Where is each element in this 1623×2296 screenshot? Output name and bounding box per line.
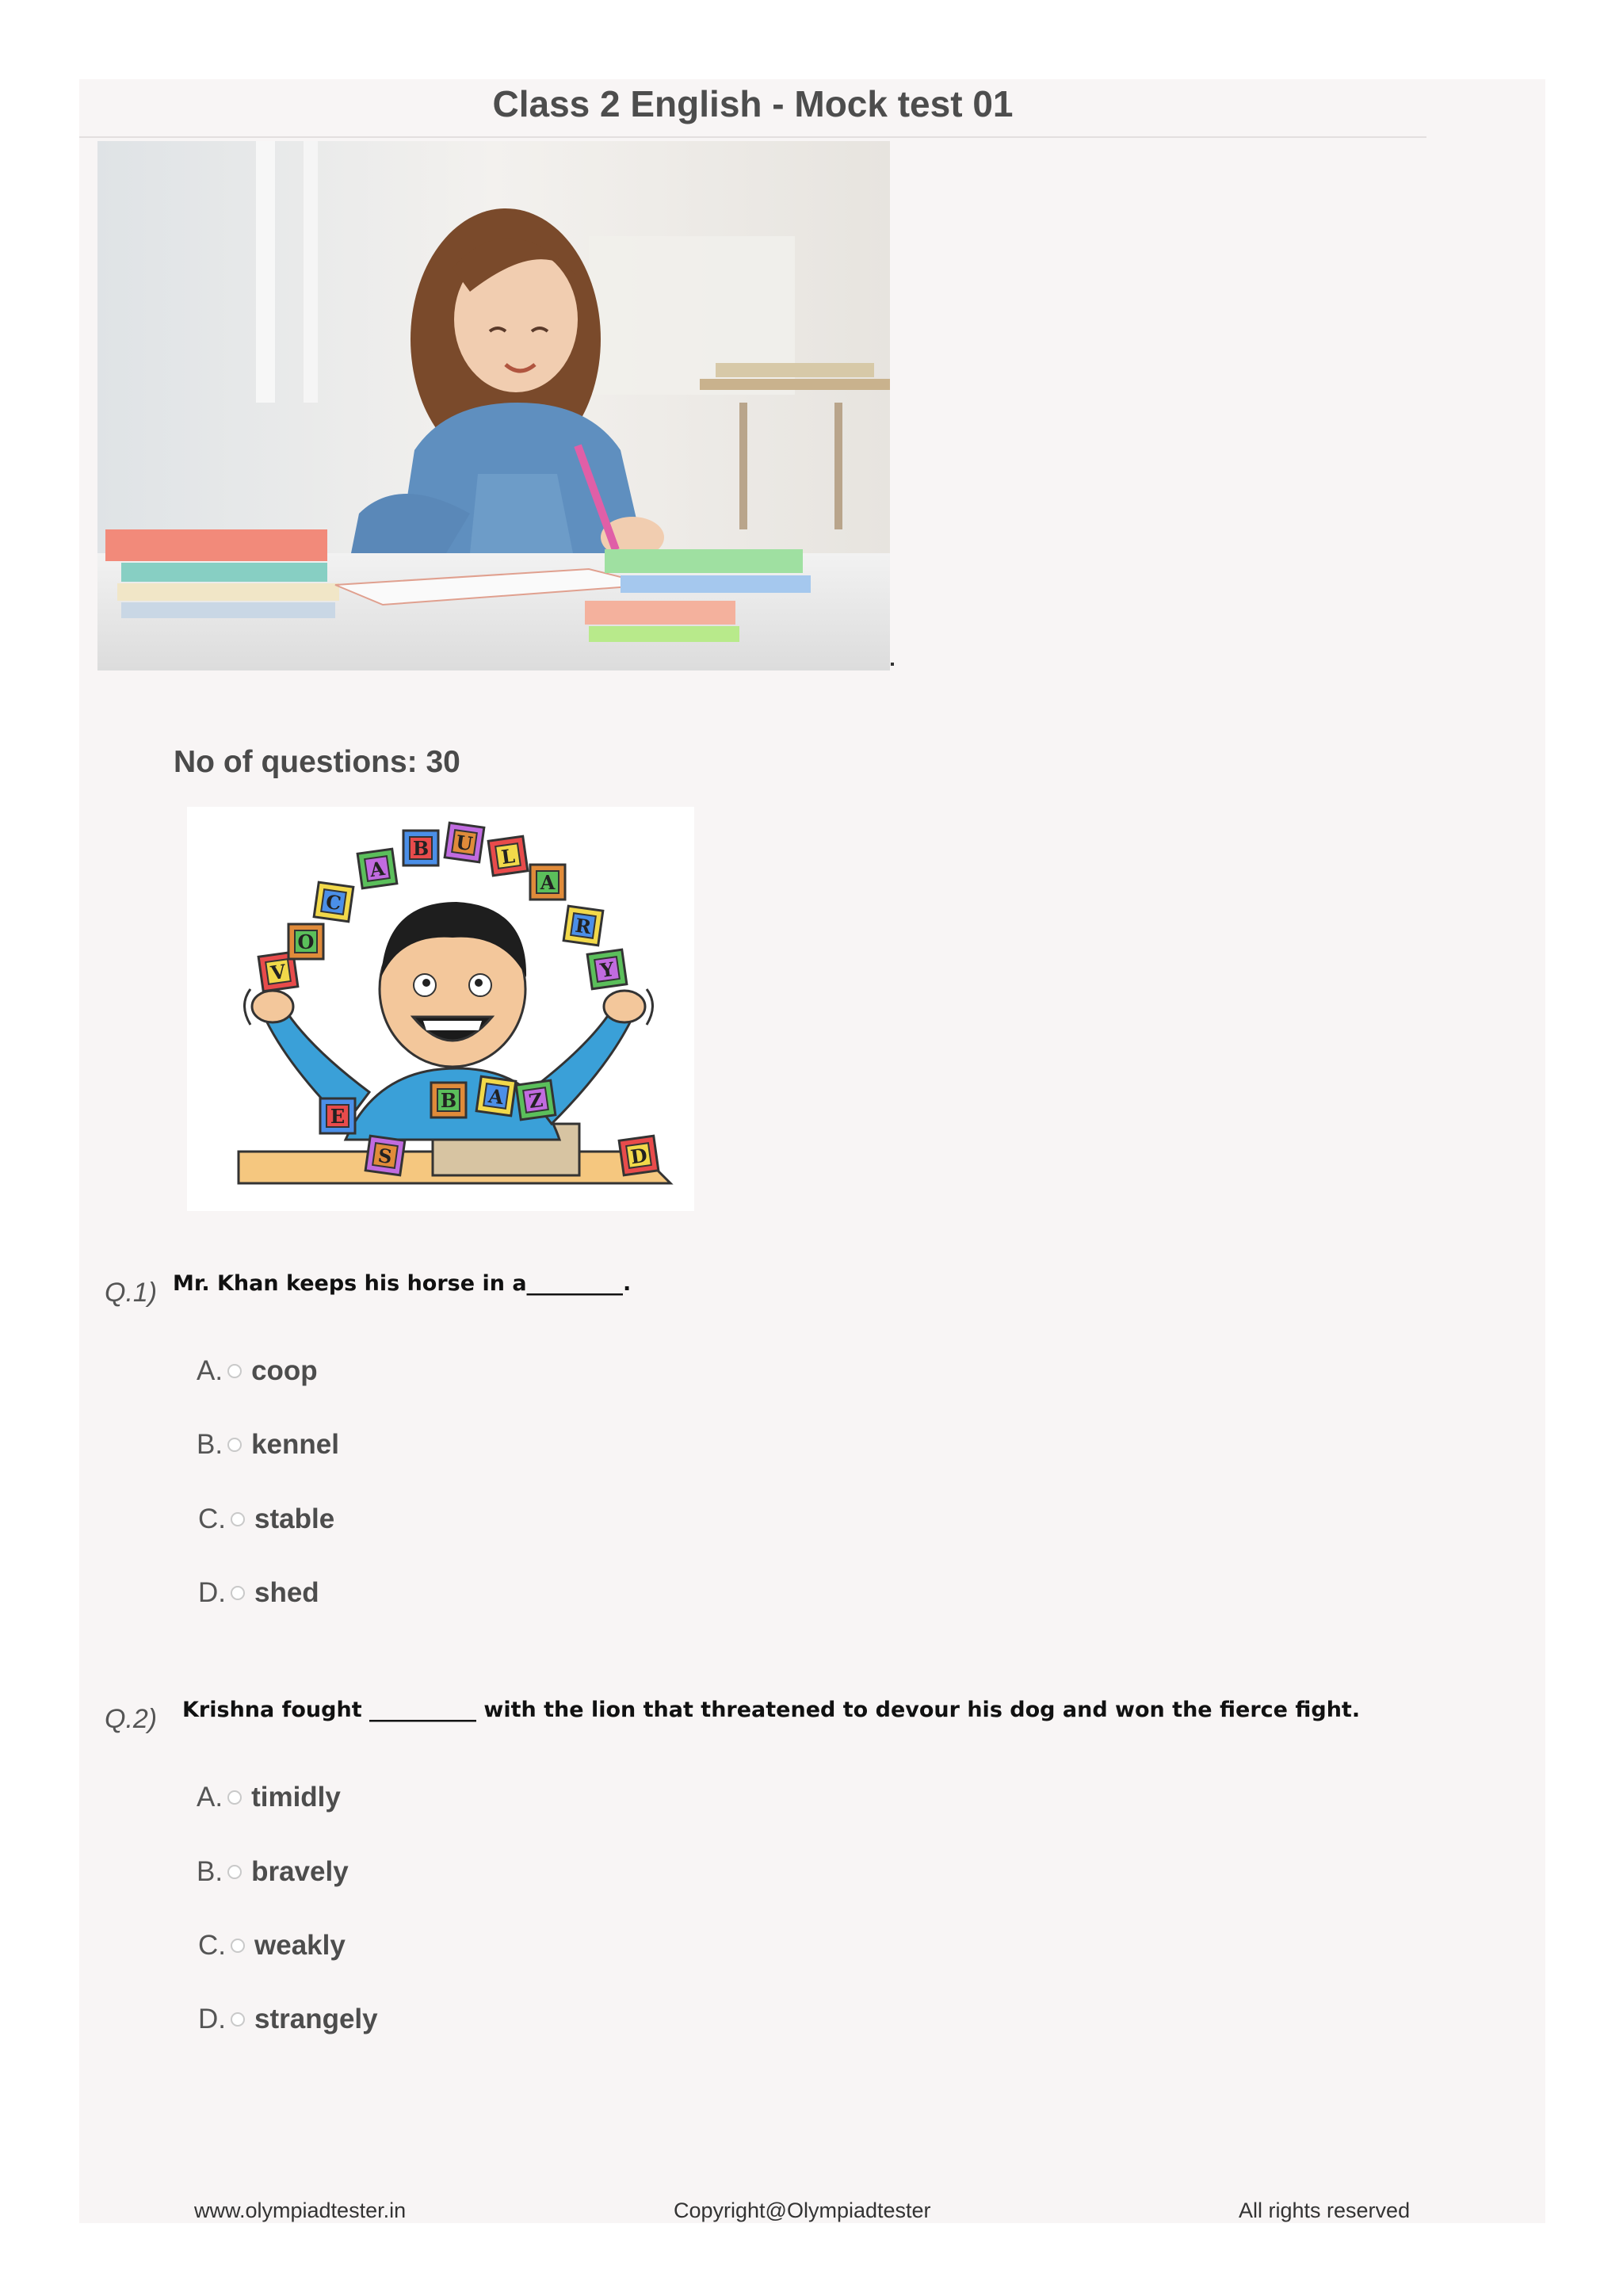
option-letter: C. <box>198 1503 226 1534</box>
block-letter: O <box>297 930 315 953</box>
radio-button[interactable] <box>227 1865 242 1879</box>
block-letter: L <box>499 843 517 869</box>
question-2-text: Krishna fought __________ with the lion that threatened to devour his dog and won the fierce fight. <box>182 1698 1361 1722</box>
radio-button[interactable] <box>231 1512 245 1526</box>
radio-button[interactable] <box>231 2012 245 2027</box>
block-letter: D <box>628 1143 649 1169</box>
letter-block <box>320 1098 355 1133</box>
question-1-option-d[interactable] <box>198 1577 319 1609</box>
vocabulary-illustration <box>187 807 694 1211</box>
letter-block <box>403 831 438 865</box>
question-1-option-a[interactable] <box>197 1355 318 1387</box>
block-letter: B <box>440 1089 457 1112</box>
block-letter: A <box>487 1083 506 1110</box>
block-letter: A <box>368 856 387 882</box>
option-label: kennel <box>251 1429 339 1460</box>
letter-block <box>516 1080 556 1120</box>
block-letter: Z <box>527 1087 544 1114</box>
question-1-text: Mr. Khan keeps his horse in a_________. <box>173 1271 632 1296</box>
radio-button[interactable] <box>231 1586 245 1600</box>
radio-button[interactable] <box>231 1939 245 1953</box>
block-letter: C <box>324 889 343 915</box>
block-letter: E <box>330 1105 346 1128</box>
block-letter: B <box>412 837 430 860</box>
letter-block <box>587 949 627 989</box>
footer-website: www.olympiadtester.in <box>194 2199 407 2222</box>
option-letter: A. <box>197 1782 223 1813</box>
question-2-option-d[interactable] <box>198 2004 378 2035</box>
letter-block <box>365 1136 405 1175</box>
block-letter: Y <box>598 957 616 983</box>
option-label: weakly <box>254 1930 346 1961</box>
radio-button[interactable] <box>227 1438 242 1452</box>
letter-block <box>357 849 397 888</box>
letter-block <box>619 1136 659 1175</box>
option-letter: B. <box>197 1856 223 1887</box>
option-label: shed <box>254 1577 319 1608</box>
letter-block <box>431 1083 466 1117</box>
radio-button[interactable] <box>227 1790 242 1805</box>
question-count: No of questions: 30 <box>174 745 460 779</box>
option-letter: A. <box>197 1355 223 1386</box>
letter-block <box>445 823 484 862</box>
option-label: bravely <box>251 1856 349 1887</box>
girl-studying-photo <box>97 141 890 670</box>
option-label: timidly <box>251 1782 341 1813</box>
option-letter: C. <box>198 1930 226 1961</box>
option-letter: B. <box>197 1429 223 1460</box>
block-letter: A <box>540 871 556 894</box>
radio-button[interactable] <box>227 1364 242 1378</box>
option-label: coop <box>251 1355 318 1386</box>
title-divider <box>79 136 1426 138</box>
letter-block <box>476 1076 516 1116</box>
letter-block <box>488 836 528 876</box>
page-title: Class 2 English - Mock test 01 <box>492 83 1014 124</box>
letter-block <box>314 882 353 922</box>
option-letter: D. <box>198 2004 226 2034</box>
question-2-option-a[interactable] <box>197 1782 341 1813</box>
option-letter: D. <box>198 1577 226 1608</box>
question-1-option-c[interactable] <box>198 1503 334 1535</box>
question-2-number: Q.2) <box>105 1704 158 1734</box>
block-letter: U <box>454 830 475 856</box>
question-2-option-b[interactable] <box>197 1856 349 1888</box>
block-letter: S <box>376 1143 394 1169</box>
question-2-option-c[interactable] <box>198 1930 346 1962</box>
block-letter: V <box>269 959 288 985</box>
letter-block <box>530 865 565 900</box>
question-1-option-b[interactable] <box>197 1429 339 1461</box>
letter-block <box>563 906 603 946</box>
question-1-number: Q.1) <box>105 1278 158 1308</box>
option-label: strangely <box>254 2004 378 2034</box>
photo-dot <box>891 663 894 666</box>
footer-copyright: Copyright@Olympiadtester <box>674 2199 931 2222</box>
option-label: stable <box>254 1503 335 1534</box>
footer-rights: All rights reserved <box>1239 2199 1411 2222</box>
block-letter: R <box>574 913 593 939</box>
letter-block <box>288 924 323 959</box>
